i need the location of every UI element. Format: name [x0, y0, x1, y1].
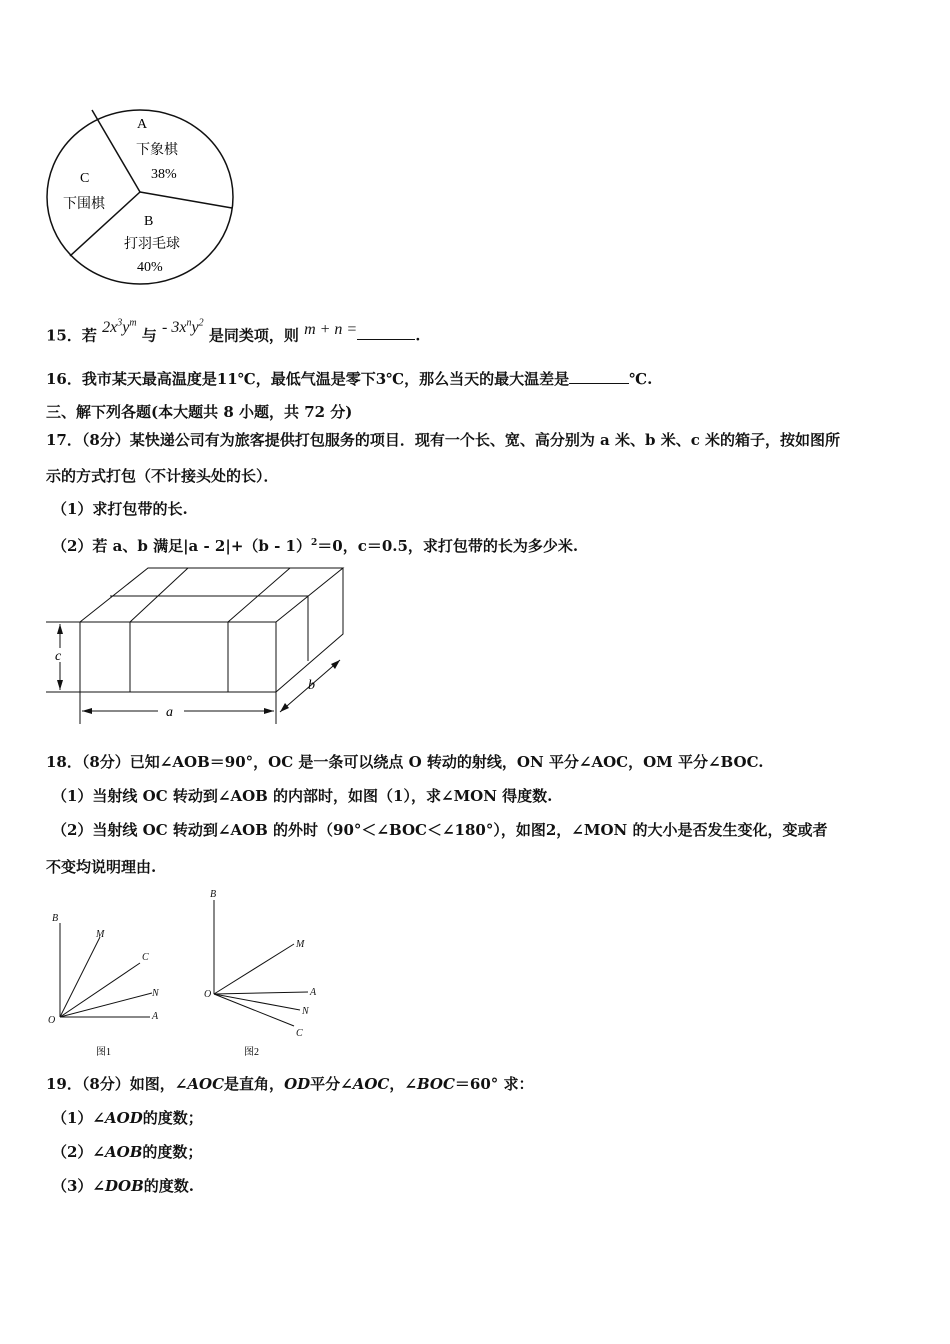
pie-c-letter: C — [80, 171, 90, 186]
fig1-label-b: B — [52, 913, 59, 924]
question-18-line1: 18．（8分）已知∠AOB＝90°，OC 是一条可以绕点 O 转动的射线，ON 平分∠AOC，OM 平分∠BOC. — [46, 753, 764, 771]
box-front-face — [80, 622, 276, 692]
section-3-header: 三、解下列各题(本大题共 8 小题，共 72 分) — [46, 403, 353, 421]
pie-b-letter: B — [144, 214, 154, 229]
question-17-line1: 17．（8分）某快递公司有为旅客提供打包服务的项目．现有一个长、宽、高分别为 a 米、b 米、c 米的箱子，按如图所 — [46, 431, 841, 449]
ray-om — [214, 944, 294, 994]
question-19-part1: （1）∠AOD的度数； — [52, 1109, 203, 1127]
fig1-caption: 图1 — [96, 1047, 111, 1058]
pie-b-pct: 40% — [137, 260, 163, 275]
box-diagram — [40, 562, 360, 730]
question-18-part2-cont: 不变均说明理由. — [46, 858, 157, 876]
box-right-edge — [276, 568, 343, 692]
fig2-caption: 图2 — [244, 1047, 259, 1058]
question-18-part2: （2）当射线 OC 转动到∠AOB 的外时（90°＜∠BOC＜∠180°），如图2，∠MON 的大小是否发生变化，变或者 — [52, 821, 828, 839]
ray-oc — [214, 994, 294, 1026]
question-16: 16．我市某天最高温度是11℃，最低气温是零下3℃，那么当天的最大温差是 ℃. — [46, 370, 653, 388]
arrow-c-down — [57, 680, 63, 690]
fig2-label-o: O — [204, 989, 212, 1000]
arrow-a-right — [264, 708, 274, 714]
arrow-b-low — [280, 703, 289, 712]
ray-om — [60, 937, 100, 1017]
pie-divider-a-b — [140, 192, 232, 208]
answer-blank-15[interactable] — [357, 325, 415, 340]
angle-figure-1 — [44, 905, 174, 1060]
ray-on — [214, 994, 300, 1010]
pie-b-label: 打羽毛球 — [124, 237, 180, 252]
fig1-label-n: N — [152, 988, 159, 999]
pie-a-label: 下象棋 — [136, 143, 178, 158]
question-17-part1: （1）求打包带的长. — [52, 500, 188, 518]
fig2-label-c: C — [296, 1028, 303, 1039]
fig1-label-m: M — [96, 929, 105, 940]
fig2-label-a: A — [310, 987, 317, 998]
fig2-label-m: M — [296, 939, 305, 950]
question-15: 15．若 $2x^3y^m$ 与 - $3x^ny^2$ 是同类项，则 m + n = . — [46, 318, 421, 345]
strap-top-left — [130, 568, 188, 622]
question-19-part3: （3）∠DOB的度数. — [52, 1177, 195, 1195]
pie-divider-a-c — [92, 110, 140, 192]
fig1-label-a: A — [152, 1011, 159, 1022]
pie-chart — [40, 104, 240, 294]
label-b: b — [308, 678, 315, 693]
ray-oc — [60, 963, 140, 1017]
label-c: c — [55, 649, 62, 664]
question-18-part1: （1）当射线 OC 转动到∠AOB 的内部时，如图（1），求∠MON 得度数. — [52, 787, 553, 805]
pie-c-label: 下围棋 — [63, 197, 105, 212]
arrow-a-left — [82, 708, 92, 714]
fig1-label-o: O — [48, 1015, 56, 1026]
fig2-label-n: N — [302, 1006, 309, 1017]
answer-blank-16[interactable] — [569, 369, 629, 384]
question-17-part2: （2）若 a、b 满足|a - 2|+（b - 1）$^2$＝0，c＝0.5，求打包带的长为多少米. — [52, 537, 579, 555]
arrow-b-high — [331, 660, 340, 669]
pie-a-letter: A — [137, 117, 148, 132]
box-top-edge — [80, 568, 343, 622]
ray-oa — [214, 992, 308, 994]
label-a: a — [166, 705, 173, 720]
fig2-label-b: B — [210, 889, 217, 900]
ray-on — [60, 993, 152, 1017]
pie-a-pct: 38% — [151, 167, 177, 182]
fig1-label-c: C — [142, 952, 149, 963]
question-19-line1: 19．（8分）如图，∠AOC是直角，OD平分∠AOC，∠BOC＝60° 求： — [46, 1075, 534, 1093]
question-17-line2: 示的方式打包（不计接头处的长）． — [46, 467, 279, 485]
arrow-c-up — [57, 624, 63, 634]
question-19-part2: （2）∠AOB的度数； — [52, 1143, 203, 1161]
angle-figure-2 — [198, 884, 328, 1062]
strap-top-right — [228, 568, 290, 622]
